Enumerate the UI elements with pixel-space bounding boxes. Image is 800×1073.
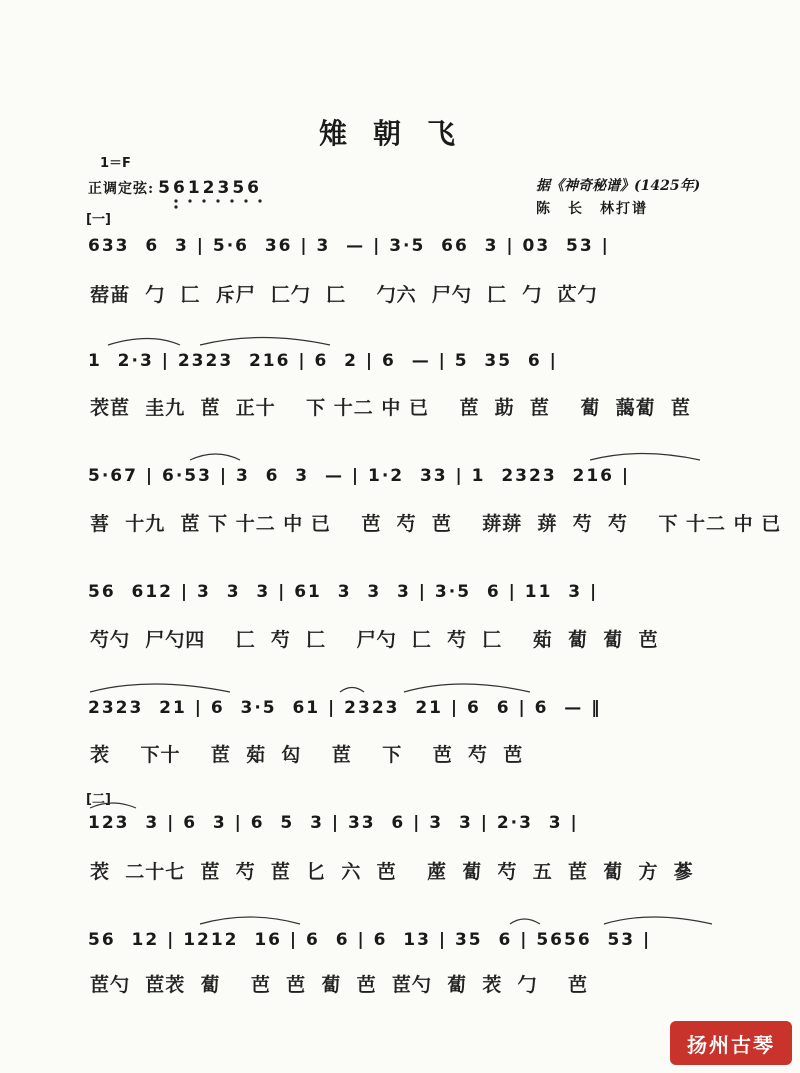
jianpu-row-6: 123 3 | 6 3 | 6 5 3 | 33 6 | 3 3 | 2·3 3 | (88, 813, 579, 833)
jianpu-row-3: 5·67 | 6·53 | 3 6 3 — | 1·2 33 | 1 2323 216 | (88, 466, 631, 486)
slur-arc (510, 919, 540, 924)
section-label-1: [一] (86, 212, 111, 227)
jianpu-row-4: 56 612 | 3 3 3 | 61 3 3 3 | 3·5 6 | 11 3 | (88, 582, 599, 602)
section-label-2: [二] (86, 792, 111, 807)
slur-arc (590, 454, 700, 461)
tuning-dots (174, 199, 261, 208)
page-title: 雉朝飞 (318, 117, 481, 150)
watermark-logo: 扬州古琴 (670, 1021, 792, 1065)
jianpu-row-1: 633 6 3 | 5·6 36 | 3 — | 3·5 66 3 | 03 53 | (88, 236, 610, 256)
jianpu-row-5: 2323 21 | 6 3·5 61 | 2323 21 | 6 6 | 6 — ‖ (88, 698, 602, 718)
slur-arc (90, 684, 230, 692)
tablature-row-3: 䓊 十九 茞 下 十二 中 已 芭 芍 芭 䔊䔊 䔊 芍 芍 下 十二 中 已 (90, 513, 782, 535)
slur-arc (340, 688, 364, 693)
tablature-row-1: 䓨䒼 勹 匚 斥尸 匚勹 匚 勹六 尸勺 匚 勹 𦬆勹 (90, 284, 598, 306)
slur-arc (604, 917, 712, 924)
jianpu-row-7: 56 12 | 1212 16 | 6 6 | 6 13 | 35 6 | 5656 53 | (88, 930, 652, 950)
jianpu-row-2: 1 2·3 | 2323 216 | 6 2 | 6 — | 5 35 6 | (88, 351, 558, 371)
slur-arcs (90, 338, 712, 925)
tablature-row-7: 茞勺 茞䒾 蔔 芭 芭 蔔 芭 茞勺 蔔 䒾 勹 芭 (90, 974, 588, 996)
slur-arc (90, 803, 136, 808)
slur-arc (200, 917, 300, 924)
slur-arc (108, 339, 180, 346)
slur-arc (200, 338, 330, 346)
tuning-label: 正调定弦: (88, 181, 155, 197)
tablature-row-6: 䒾 二十七 茞 芍 茞 匕 六 芭 蓙 蔔 芍 五 茞 蔔 方 蔘 (90, 861, 694, 883)
tuning-notes: 5612356 (158, 178, 262, 198)
credit-note: 陈 长 林打谱 (536, 201, 648, 217)
source-note: 据《神奇秘谱》(1425年) (536, 178, 701, 194)
tablature-row-2: 䒾茞 圭九 茞 正十 下 十二 中 已 茞 莇 茞 蔔 藹蔔 茞 (90, 397, 691, 419)
slur-arc (190, 454, 240, 460)
key-signature: 1＝F (100, 156, 131, 171)
slur-arc (404, 684, 530, 692)
tablature-row-5: 䒾 下十 茞 䓡 匃 茞 下 芭 芍 芭 (90, 744, 524, 766)
tablature-row-4: 芍勺 尸勺四 匚 芍 匚 尸勺 匚 芍 匚 䓡 蔔 蔔 芭 (90, 629, 659, 651)
